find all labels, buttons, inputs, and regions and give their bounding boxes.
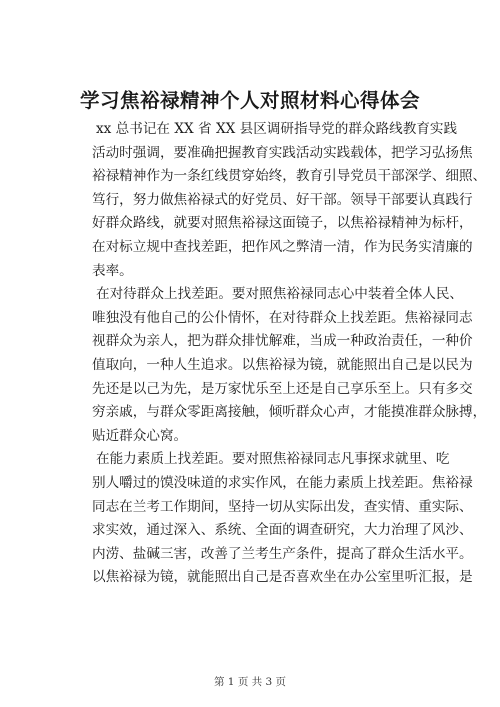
- paragraph-1-line-1: xx 总书记在 XX 省 XX 县区调研指导党的群众路线教育实践: [96, 121, 458, 137]
- paragraph-3-line-2: 别人嚼过的馍没味道的求实作风，在能力素质上找差距。焦裕禄: [92, 474, 473, 491]
- paragraph-2-line-2: 唯独没有他自己的公仆情怀，在对待群众上找差距。焦裕禄同志: [92, 309, 473, 326]
- paragraph-3-line-5: 内涝、盐碱三害，改善了兰考生产条件，提高了群众生活水平。: [92, 545, 473, 562]
- paragraph-2-line-3: 视群众为亲人，把为群众排忧解难，当成一种政治责任，一种价: [92, 333, 473, 350]
- paragraph-3-line-4: 求实效，通过深入、系统、全面的调查研究，大力治理了风沙、: [92, 522, 473, 539]
- paragraph-3-line-3: 同志在兰考工作期间，坚持一切从实际出发，查实情、重实际、: [92, 498, 473, 515]
- paragraph-2-line-1: 在对待群众上找差距。要对照焦裕禄同志心中装着全体人民、: [96, 286, 464, 303]
- paragraph-2-line-5: 先还是以己为先，是万家忧乐至上还是自己享乐至上。只有多交: [92, 380, 473, 397]
- paragraph-1-line-5: 好群众路线，就要对照焦裕禄这面镜子，以焦裕禄精神为标杆，: [92, 215, 473, 232]
- paragraph-1-line-6: 在对标立规中查找差距，把作风之弊清一清，作为民务实清廉的: [92, 238, 473, 255]
- paragraph-2-line-6: 穷亲戚，与群众零距离接触，倾听群众心声，才能摸准群众脉搏，: [92, 404, 487, 421]
- page-number-footer: 第 1 页 共 3 页: [213, 676, 287, 688]
- paragraph-2-line-4: 值取向，一种人生追求。以焦裕禄为镜，就能照出自己是以民为: [92, 356, 473, 373]
- paragraph-1-line-4: 笃行，努力做焦裕禄式的好党员、好干部。领导干部要认真践行: [92, 191, 473, 208]
- paragraph-2-line-7: 贴近群众心窝。: [92, 427, 188, 444]
- document-body: [92, 118, 487, 590]
- paragraph-1-line-3: 裕禄精神作为一条红线贯穿始终，教育引导党员干部深学、细照、: [92, 168, 487, 185]
- paragraph-3-line-1: 在能力素质上找差距。要对照焦裕禄同志凡事探求就里、吃: [96, 451, 450, 468]
- document-title: 学习焦裕禄精神个人对照材料心得体会: [79, 89, 420, 112]
- paragraph-1-line-2: 活动时强调，要准确把握教育实践活动实践载体，把学习弘扬焦: [92, 144, 473, 161]
- paragraph-1-line-7: 表率。: [92, 262, 133, 279]
- paragraph-3-line-6: 以焦裕禄为镜，就能照出自己是否喜欢坐在办公室里听汇报，是: [92, 569, 473, 586]
